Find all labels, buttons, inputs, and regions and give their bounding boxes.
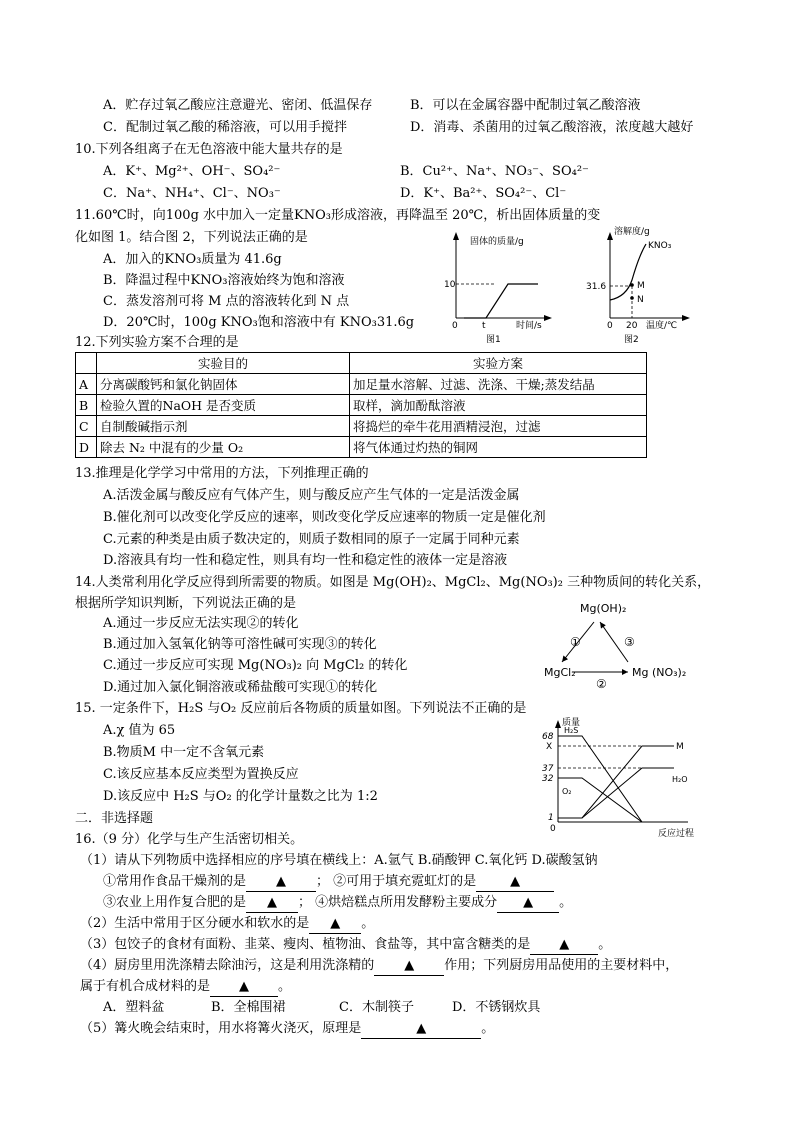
fig2-label-m: M: [637, 281, 645, 291]
q16-part4-option-d: D．不锈钢炊具: [452, 1000, 541, 1015]
fig1-caption: 图1: [486, 335, 501, 345]
q13-option-b: B.催化剂可以改变化学反应的速率，则改变化学反应速率的物质一定是催化剂: [103, 510, 546, 525]
q15-tick-0: 0: [550, 824, 556, 834]
q13-option-a: A.活泼金属与酸反应有气体产生，则与酸反应产生气体的一定是活泼金属: [103, 488, 520, 503]
table-cell: B: [76, 395, 97, 416]
q16-part1-line-a: [103, 873, 554, 892]
figure-2-solubility-chart: [584, 224, 694, 346]
table-cell: C: [76, 416, 97, 437]
q14-stem-line2: 根据所学知识判断，下列说法正确的是: [75, 596, 297, 611]
q13-stem: 13.推理是化学学习中常用的方法，下列推理正确的: [75, 466, 369, 481]
fig2-xlabel: 温度/℃: [646, 321, 678, 331]
q16-part2-text: （2）生活中常用于区分硬水和软水的是: [80, 916, 310, 931]
q16-part5-text: （5）篝火晚会结束时，用水将篝火浇灭，原理是: [80, 1021, 362, 1036]
q16-part2: [80, 915, 374, 934]
blank-marker: ▲: [416, 1021, 427, 1036]
q16-part3: [80, 936, 611, 955]
q12-stem: 12.下列实验方案不合理的是: [75, 335, 239, 350]
q11-option-b: B．降温过程中KNO₃溶液始终为饱和溶液: [103, 273, 345, 288]
q16-part1-c-text: ③农业上用作复合肥的是: [103, 895, 247, 910]
q15-xlabel: 反应过程: [658, 829, 695, 839]
node-mg-oh-2: Mg(OH)₂: [580, 602, 627, 615]
fig2-kno3-curve: [610, 244, 646, 300]
table-cell: 加足量水溶解、过滤、洗涤、干燥;蒸发结晶: [350, 374, 647, 395]
edge-1-label: ①: [570, 635, 581, 649]
q11-option-a: A．加入的KNO₃质量为 41.6g: [103, 252, 282, 267]
q15-tick-37: 37: [542, 764, 554, 774]
blank-marker: ▲: [510, 874, 521, 889]
period: 。: [481, 1021, 495, 1036]
q15-tick-x: X: [546, 742, 553, 752]
period: 。: [559, 895, 573, 910]
q15-option-c: C.该反应基本反应类型为置换反应: [103, 767, 299, 782]
q16-part4-option-c: C．木制筷子: [339, 1000, 414, 1015]
fig2-origin: 0: [607, 321, 613, 331]
q9-option-a: A．贮存过氧乙酸应注意避光、密闭、低温保存: [103, 98, 373, 113]
q16-part1-a-text: ①常用作食品干燥剂的是: [103, 874, 247, 889]
blank-marker: ▲: [239, 979, 250, 994]
fig2-label-n: N: [637, 295, 644, 305]
q15-mass-chart: [538, 716, 718, 840]
answer-blank-4a[interactable]: [374, 957, 444, 976]
figure-1-solid-mass-chart: [440, 228, 560, 346]
q16-part4-line2: [80, 978, 291, 997]
fig1-xlabel: 时间/s: [516, 321, 542, 331]
q15-option-a: A.χ 值为 65: [103, 723, 176, 738]
q13-option-d: D.溶液具有均一性和稳定性，则具有均一性和稳定性的液体一定是溶液: [103, 553, 508, 568]
q15-tick-32: 32: [542, 774, 554, 784]
q16-part4-line1: [80, 957, 678, 976]
period: 。: [361, 916, 375, 931]
fig1-ylabel: 固体的质量/g: [470, 237, 524, 247]
fig2-point-m: [630, 283, 634, 287]
table-header-row: [76, 353, 647, 374]
table-row: [76, 395, 647, 416]
table-cell: 检验久置的NaOH 是否变质: [97, 395, 350, 416]
fig2-y-arrow: [607, 232, 613, 240]
q15-ylabel: 质量: [562, 718, 581, 728]
q15-m-line: [558, 746, 674, 818]
table-cell: 将捣烂的牵牛花用酒精浸泡，过滤: [350, 416, 647, 437]
q16-part3-text: （3）包饺子的食材有面粉、韭菜、瘦肉、植物油、食盐等，其中富含糖类的是: [80, 937, 531, 952]
q9-option-d: D．消毒、杀菌用的过氧乙酸溶液，浓度越大越好: [410, 120, 694, 135]
period: 。: [278, 979, 292, 994]
q16-part4-text-b: 作用；下列厨房用品使用的主要材料中，: [444, 958, 679, 973]
q11-stem-line1: 11.60℃时，向100g 水中加入一定量KNO₃形成溶液，再降温至 20℃，析出固体质量的变: [75, 208, 601, 223]
fig1-origin: 0: [452, 321, 458, 331]
blank-marker: ▲: [523, 895, 534, 910]
q14-conversion-diagram: [540, 598, 720, 690]
fig1-xtick-t: t: [482, 321, 486, 331]
table-cell: A: [76, 374, 97, 395]
q16-part1-d-text: ； ④烘焙糕点所用发酵粉主要成分: [298, 895, 498, 910]
q11-option-d: D．20℃时，100g KNO₃饱和溶液中有 KNO₃31.6g: [103, 315, 415, 330]
q14-option-a: A.通过一步反应无法实现②的转化: [103, 616, 299, 631]
fig2-xtick-20: 20: [626, 321, 638, 331]
blank-marker: ▲: [276, 874, 287, 889]
q14-stem-line1: 14.人类常利用化学反应得到所需要的物质。如图是 Mg(OH)₂、MgCl₂、Mg(NO₃)₂ 三种物质间的转化关系，: [75, 575, 711, 590]
table-row: [76, 437, 647, 458]
table-cell: 自制酸碱指示剂: [97, 416, 350, 437]
q15-tick-68: 68: [542, 732, 554, 742]
q16-part4-text-c: 属于有机合成材料的是: [80, 979, 211, 994]
answer-blank-5[interactable]: [361, 1020, 481, 1039]
answer-blank-1b[interactable]: [476, 873, 554, 892]
table-cell: 取样，滴加酚酞溶液: [350, 395, 647, 416]
q16-part4-option-b: B．全棉围裙: [211, 1000, 286, 1015]
fig1-x-arrow: [544, 315, 552, 321]
q16-part1: （1）请从下列物质中选择相应的序号填在横线上：A.氩气 B.硝酸钾 C.氧化钙 D.碳酸氢钠: [80, 853, 598, 868]
blank-marker: ▲: [404, 958, 415, 973]
q15-stem: 15. 一定条件下，H₂S 与O₂ 反应前后各物质的质量如图。下列说法不正确的是: [75, 701, 527, 716]
q12-plan-table: [75, 352, 647, 458]
q11-option-c: C．蒸发溶剂可将 M 点的溶液转化到 N 点: [103, 294, 350, 309]
answer-blank-1c[interactable]: [246, 894, 298, 913]
q15-label-o2: O₂: [562, 787, 572, 796]
q10-stem: 10.下列各组离子在无色溶液中能大量共存的是: [75, 142, 343, 157]
fig2-point-n: [630, 296, 634, 300]
fig2-x-arrow: [682, 315, 690, 321]
q16-part1-b-text: ； ②可用于填充霓虹灯的是: [316, 874, 477, 889]
q10-option-a: A．K⁺、Mg²⁺、OH⁻、SO₄²⁻: [103, 164, 281, 179]
q14-option-b: B.通过加入氢氧化钠等可溶性碱可实现③的转化: [103, 637, 377, 652]
q16-part4-option-a: A．塑料盆: [103, 1000, 165, 1015]
fig2-curve-label: KNO₃: [648, 241, 672, 251]
fig2-ylabel: 溶解度/g: [614, 227, 650, 237]
table-row: [76, 374, 647, 395]
node-mg-no3-2: Mg (NO₃)₂: [632, 666, 687, 679]
blank-marker: ▲: [267, 895, 278, 910]
fig1-y-arrow: [453, 232, 459, 240]
edge-3-label: ③: [624, 635, 635, 649]
table-cell: D: [76, 437, 97, 458]
q9-option-c: C．配制过氧乙酸的稀溶液，可以用手搅拌: [103, 120, 347, 135]
q10-option-b: B．Cu²⁺、Na⁺、NO₃⁻、SO₄²⁻: [400, 164, 589, 179]
edge-2-label: ②: [596, 677, 607, 690]
answer-blank-2[interactable]: [309, 915, 361, 934]
answer-blank-4b[interactable]: [210, 978, 278, 997]
fig1-ytick: 10: [444, 280, 456, 290]
q13-option-c: C.元素的种类是由质子数决定的，则质子数相同的原子一定属于同种元素: [103, 532, 520, 547]
table-header-cell: [76, 353, 97, 374]
q10-option-c: C．Na⁺、NH₄⁺、Cl⁻、NO₃⁻: [103, 186, 281, 201]
blank-marker: ▲: [330, 916, 341, 931]
q10-option-d: D．K⁺、Ba²⁺、SO₄²⁻、Cl⁻: [400, 186, 567, 201]
answer-blank-1d[interactable]: [497, 894, 559, 913]
table-row: [76, 416, 647, 437]
table-cell: 分离碳酸钙和氯化钠固体: [97, 374, 350, 395]
node-mgcl2: MgCl₂: [544, 666, 576, 679]
q15-option-d: D.该反应中 H₂S 与O₂ 的化学计量数之比为 1:2: [103, 789, 378, 804]
period: 。: [598, 937, 612, 952]
q14-option-c: C.通过一步反应可实现 Mg(NO₃)₂ 向 MgCl₂ 的转化: [103, 658, 408, 673]
q15-label-h2o: H₂O: [672, 775, 688, 784]
table-header-cell: 实验目的: [97, 353, 350, 374]
q16-part4-text-a: （4）厨房里用洗涤精去除油污，这是利用洗涤精的: [80, 958, 375, 973]
answer-blank-3[interactable]: [530, 936, 598, 955]
q14-option-d: D.通过加入氯化铜溶液或稀盐酸可实现①的转化: [103, 680, 378, 695]
q16-part5: [80, 1020, 494, 1039]
q15-label-h2s: H₂S: [564, 726, 579, 735]
q15-y-arrow: [555, 720, 561, 728]
fig1-data-line: [464, 284, 538, 318]
q15-o2-line: [558, 778, 642, 822]
q15-option-b: B.物质M 中一定不含氧元素: [103, 745, 265, 760]
table-header-cell: 实验方案: [350, 353, 647, 374]
fig2-caption: 图2: [624, 335, 639, 345]
q15-tick-1: 1: [548, 813, 554, 823]
q11-stem-line2: 化如图 1。结合图 2，下列说法正确的是: [75, 230, 308, 245]
blank-marker: ▲: [559, 937, 570, 952]
q16-stem: 16.（9 分）化学与生产生活密切相关。: [75, 832, 304, 847]
fig2-ytick: 31.6: [586, 282, 607, 292]
answer-blank-1a[interactable]: [246, 873, 316, 892]
q15-label-m: M: [676, 742, 684, 752]
table-cell: 除去 N₂ 中混有的少量 O₂: [97, 437, 350, 458]
table-cell: 将气体通过灼热的铜网: [350, 437, 647, 458]
q16-part1-line-b: [103, 894, 572, 913]
q9-option-b: B．可以在金属容器中配制过氧乙酸溶液: [410, 98, 641, 113]
section-2-title: 二．非选择题: [75, 811, 154, 826]
q15-h2o-line: [558, 768, 674, 818]
